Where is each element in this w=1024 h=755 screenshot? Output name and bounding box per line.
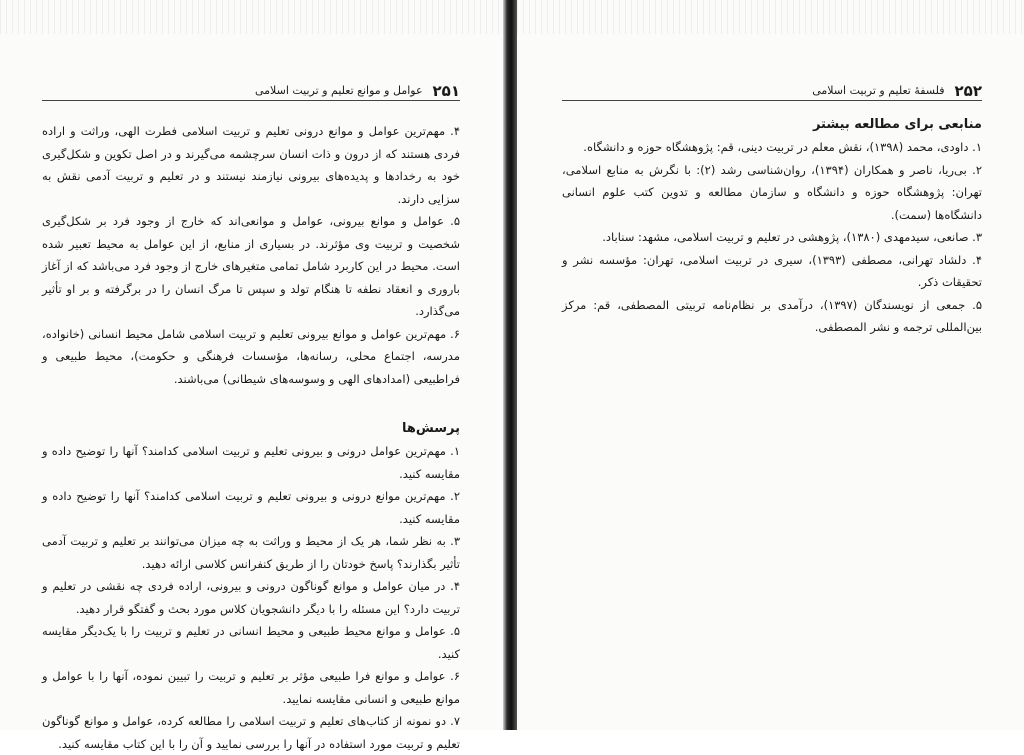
questions-list	[42, 440, 460, 755]
left-page	[0, 0, 503, 751]
summary-paragraph: ۵. عوامل و موانع بیرونی، عوامل و موانعی‌اند که خارج از وجود فرد بر شکل‌گیری شخصیت و تربیت وی مؤثرند. در بسیاری از منابع، از این عوامل به محیط تعبیر شده است. محیط در این کاربرد شامل تمامی متغیرهای خارج از وجود فرد می‌باشد که از آغاز باروری و انعقاد نطفه تا هنگام تولد و سپس تا مرگ انسان را در برگرفته و بر او تأثیر می‌گذارد.	[42, 214, 460, 318]
running-title: فلسفهٔ تعلیم و تربیت اسلامی	[812, 84, 945, 97]
references-list	[562, 136, 982, 339]
question-item: ۳. به نظر شما، هر یک از محیط و وراثت به چه میزان می‌توانند بر تعلیم و تربیت آدمی تأثیر بگذارند؟ پاسخ خودتان را از طریق کنفرانس کلاسی ارائه دهید.	[42, 534, 460, 571]
question-item: ۲. مهم‌ترین موانع درونی و بیرونی تعلیم و تربیت اسلامی کدامند؟ آنها را توضیح داده و مقایسه کنید.	[42, 489, 460, 526]
reference-item: ۴. دلشاد تهرانی، مصطفی (۱۳۹۳)، سیری در تربیت اسلامی، تهران: مؤسسه نشر و تحقیقات ذکر.	[562, 252, 982, 289]
page-number: ۲۵۱	[432, 82, 460, 100]
summary-paragraph: ۴. مهم‌ترین عوامل و موانع درونی تعلیم و تربیت اسلامی فطرت الهی، وراثت و اراده فردی هستند که از درون و ذات انسان سرچشمه می‌گیرند و در اصل تکوین و شکل‌گیری خود به رخدادها و پدیده‌های بیرونی نیازمند نیستند و در تعلیم و تربیت آدمی نقش به سزایی دارند.	[42, 124, 460, 206]
running-title: عوامل و موانع تعلیم و تربیت اسلامی	[254, 84, 423, 97]
book-gutter	[503, 0, 517, 730]
scan-noise	[0, 0, 503, 34]
reference-item: ۳. صانعی، سیدمهدی (۱۳۸۰)، پژوهشی در تعلیم و تربیت اسلامی، مشهد: سناباد.	[602, 230, 982, 244]
left-page-content	[42, 120, 460, 755]
reference-item: ۲. بی‌ریا، ناصر و همکاران (۱۳۹۴)، روان‌شناسی رشد (۲): با نگرش به منابع اسلامی، تهران: پژوهشگاه حوزه و دانشگاه و سازمان مطالعه و تدوین کتب علوم انسانی دانشگاه‌ها (سمت).	[562, 162, 982, 222]
reference-item: ۵. جمعی از نویسندگان (۱۳۹۷)، درآمدی بر نظام‌نامه تربیتی المصطفی، قم: مرکز بین‌المللی ترجمه و نشر المصطفی.	[562, 297, 982, 334]
question-item: ۷. دو نمونه از کتاب‌های تعلیم و تربیت اسلامی را مطالعه کرده، عوامل و موانع گوناگون تعلیم و تربیت مورد استفاده در آنها را بررسی نمایید و آن را با این کتاب مقایسه کنید.	[42, 714, 460, 751]
question-item: ۶. عوامل و موانع فرا طبیعی مؤثر بر تعلیم و تربیت را تبیین نموده، آنها را با عوامل و موانع طبیعی و انسانی مقایسه نمایید.	[42, 669, 460, 706]
question-item: ۴. در میان عوامل و موانع گوناگون درونی و بیرونی، اراده فردی چه نقشی در تعلیم و تربیت دارد؟ این مسئله را با دیگر دانشجویان کلاس مورد بحث و گفتگو قرار دهید.	[42, 579, 460, 616]
question-item: ۱. مهم‌ترین عوامل درونی و بیرونی تعلیم و تربیت اسلامی کدامند؟ آنها را توضیح داده و مقایسه کنید.	[42, 444, 460, 481]
scan-noise	[517, 0, 1024, 34]
left-page-header	[42, 78, 460, 101]
page-number: ۲۵۲	[954, 82, 982, 100]
summary-paragraph: ۶. مهم‌ترین عوامل و موانع بیرونی تعلیم و تربیت اسلامی شامل محیط انسانی (خانواده، مدرسه، اجتماع محلی، رسانه‌ها، مؤسسات فرهنگی و حکومت)، محیط طبیعی و فراطبیعی (امدادهای الهی و وسوسه‌های شیطانی) می‌باشند.	[42, 326, 460, 386]
right-page-header	[562, 78, 982, 101]
right-page	[517, 0, 1024, 730]
right-page-content	[562, 114, 982, 339]
further-reading-heading: منابعی برای مطالعه بیشتر	[812, 117, 982, 132]
question-item: ۵. عوامل و موانع محیط طبیعی و محیط انسانی در تعلیم و تربیت را با یک‌دیگر مقایسه کنید.	[42, 624, 460, 661]
reference-item: ۱. داودی، محمد (۱۳۹۸)، نقش معلم در تربیت دینی، قم: پژوهشگاه حوزه و دانشگاه.	[583, 140, 982, 154]
questions-heading: پرسش‌ها	[401, 421, 460, 436]
